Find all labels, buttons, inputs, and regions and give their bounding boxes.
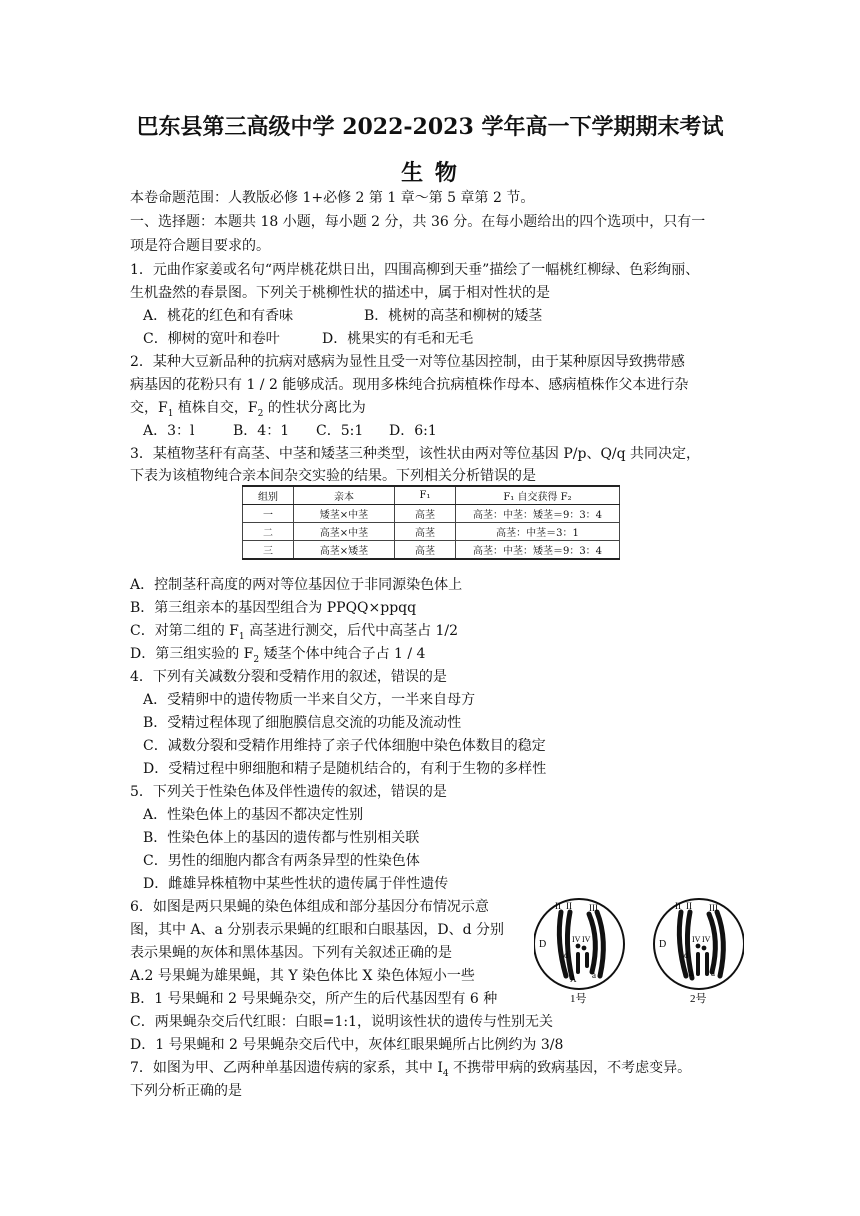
chromosome-IV xyxy=(576,944,581,949)
q4-stem: 4．下列有关减数分裂和受精作用的叙述，错误的是 xyxy=(130,669,447,685)
table-row: 一 矮茎×中茎 高茎 高茎：中茎：矮茎＝9：3：4 xyxy=(243,505,620,523)
label-II: II xyxy=(675,901,681,911)
q1-option-a: A．桃花的红色和有香味 xyxy=(143,308,294,324)
label-IV: IV xyxy=(572,935,581,944)
q2-stem-3: 交，$F_1$ 植株自交，$F_2$ 的性状分离比为 xyxy=(130,400,366,419)
gene-D-label: D xyxy=(539,939,547,950)
chromosome-III xyxy=(717,912,723,976)
q5-option-c: C．男性的细胞内都含有两条异型的性染色体 xyxy=(143,853,420,869)
chromosome-IV xyxy=(696,944,701,949)
label-II: II xyxy=(566,901,572,911)
label-II: II xyxy=(555,901,561,911)
label-IV: IV xyxy=(692,935,701,944)
gene-d-label: d xyxy=(684,950,689,960)
label-IV: IV xyxy=(702,935,711,944)
label-III: III xyxy=(589,903,598,913)
scope-note: 本卷命题范围：人教版必修 1+必修 2 第 1 章～第 5 章第 2 节。 xyxy=(130,190,535,206)
fly-2-cell xyxy=(654,899,744,1004)
section-instructions-1: 一、选择题：本题共 18 小题，每小题 2 分，共 36 分。在每小题给出的四个选项中，只有一 xyxy=(130,214,706,230)
q1-stem-2: 生机盎然的春景图。下列关于桃柳性状的描述中，属于相对性状的是 xyxy=(130,285,550,301)
q5-stem: 5．下列关于性染色体及伴性遗传的叙述，错误的是 xyxy=(130,784,447,800)
q3-stem-2: 下表为该植物纯合亲本间杂交实验的结果。下列相关分析错误的是 xyxy=(130,468,536,484)
q4-option-d: D．受精过程中卵细胞和精子是随机结合的，有利于生物的多样性 xyxy=(143,761,547,777)
q5-option-d: D．雌雄异株植物中某些性状的遗传属于伴性遗传 xyxy=(143,876,449,892)
q6-option-b: B．1 号果蝇和 2 号果蝇杂交，所产生的后代基因型有 6 种 xyxy=(130,991,498,1007)
chromosome-II xyxy=(559,912,566,976)
q3-option-a: A．控制茎秆高度的两对等位基因位于非同源染色体上 xyxy=(130,577,463,593)
gene-a-label: a xyxy=(689,968,693,978)
fruit-fly-chromosome-figure xyxy=(534,892,744,1004)
gene-a-label: a xyxy=(711,968,715,978)
fly-1-cell xyxy=(534,899,624,1004)
q1-option-b: B．桃树的高茎和柳树的矮茎 xyxy=(364,308,543,324)
q6-stem-1: 6．如图是两只果蝇的染色体组成和部分基因分布情况示意 xyxy=(130,899,489,915)
q2-option-a: A．3：l xyxy=(143,423,195,439)
table-header: 组别 xyxy=(243,486,294,505)
q6-option-d: D．1 号果蝇和 2 号果蝇杂交后代中，灰体红眼果蝇所占比例约为 3/8 xyxy=(130,1037,564,1053)
q6-stem-2: 图，其中 A、a 分别表示果蝇的红眼和白眼基因，D、d 分别 xyxy=(130,922,504,938)
gene-a-label: a xyxy=(592,970,596,980)
q3-stem-1: 3．某植物茎秆有高茎、中茎和矮茎三种类型，该性状由两对等位基因 P/p、Q/q 共同决定， xyxy=(130,446,701,462)
label-II: II xyxy=(686,901,692,911)
cross-results-table xyxy=(242,485,620,560)
label-IV: IV xyxy=(582,935,591,944)
q4-option-a: A．受精卵中的遗传物质一半来自父方，一半来自母方 xyxy=(143,692,476,708)
q5-option-b: B．性染色体上的基因的遗传都与性别相关联 xyxy=(143,830,420,846)
q2-option-b: B．4：1 xyxy=(233,423,290,439)
gene-A-label: A xyxy=(570,974,577,984)
q1-option-d: D．桃果实的有毛和无毛 xyxy=(322,331,474,347)
q1-stem-1: 1．元曲作家姜或名句“两岸桃花烘日出，四围高柳到天垂”描绘了一幅桃红柳绿、色彩绚丽、 xyxy=(130,262,700,278)
chromosome-IV xyxy=(702,946,707,951)
q4-option-c: C．减数分裂和受精作用维持了亲子代体细胞中染色体数目的稳定 xyxy=(143,738,546,754)
gene-d-label: d xyxy=(564,950,569,960)
section-instructions-2: 项是符合题目要求的。 xyxy=(130,238,270,254)
subject-title: 生 物 xyxy=(401,160,459,186)
q3-option-b: B．第三组亲本的基因型组合为 PPQQ×ppqq xyxy=(130,600,417,616)
q7-stem-1: 7．如图为甲、乙两种单基因遗传病的家系，其中 $I_4$ 不携带甲病的致病基因，不考虑变异。 xyxy=(130,1060,692,1079)
q6-option-c: C．两果蝇杂交后代红眼：白眼=1:1，说明该性状的遗传与性别无关 xyxy=(130,1014,553,1030)
gene-D-label: D xyxy=(659,939,667,950)
chromosome-II xyxy=(567,912,572,978)
fly-1-label: 1号 xyxy=(570,993,587,1004)
q6-stem-3: 表示果蝇的灰体和黑体基因。下列有关叙述正确的是 xyxy=(130,945,452,961)
q5-option-a: A．性染色体上的基因不都决定性别 xyxy=(143,807,364,823)
chromosome-IV xyxy=(582,946,587,951)
table-row: 三 高茎×矮茎 高茎 高茎：中茎：矮茎＝9：3：4 xyxy=(243,541,620,560)
q2-option-c: C．5:1 xyxy=(316,423,364,439)
exam-title: 巴东县第三高级中学 2022-2023 学年高一下学期期末考试 xyxy=(136,114,724,140)
table-header: F₁ 自交获得 F₂ xyxy=(456,486,620,505)
table-row: 二 高茎×中茎 高茎 高茎：中茎＝3：1 xyxy=(243,523,620,541)
fly-2-label: 2号 xyxy=(690,993,707,1004)
q2-option-d: D．6:1 xyxy=(389,423,437,439)
chromosome-II xyxy=(679,912,686,976)
chromosome-III xyxy=(597,912,603,976)
q3-option-d: D．第三组实验的 $F_2$ 矮茎个体中纯合子占 1 / 4 xyxy=(130,646,426,665)
q4-option-b: B．受精过程体现了细胞膜信息交流的功能及流动性 xyxy=(143,715,462,731)
table-header: F₁ xyxy=(395,486,456,505)
q7-stem-2: 下列分析正确的是 xyxy=(130,1083,242,1099)
q6-option-a: A.2 号果蝇为雄果蝇，其 Y 染色体比 X 染色体短小一些 xyxy=(130,968,475,984)
q3-option-c: C．对第二组的 $F_1$ 高茎进行测交，后代中高茎占 1/2 xyxy=(130,623,459,642)
q1-option-c: C．柳树的宽叶和卷叶 xyxy=(143,331,280,347)
q2-stem-2: 病基因的花粉只有 1 / 2 能够成活。现用多株纯合抗病植株作母本、感病植株作父本进行杂 xyxy=(130,377,689,393)
label-III: III xyxy=(709,903,718,913)
table-header: 亲本 xyxy=(294,486,395,505)
q2-stem-1: 2．某种大豆新品种的抗病对感病为显性且受一对等位基因控制，由于某种原因导致携带感 xyxy=(130,354,685,370)
